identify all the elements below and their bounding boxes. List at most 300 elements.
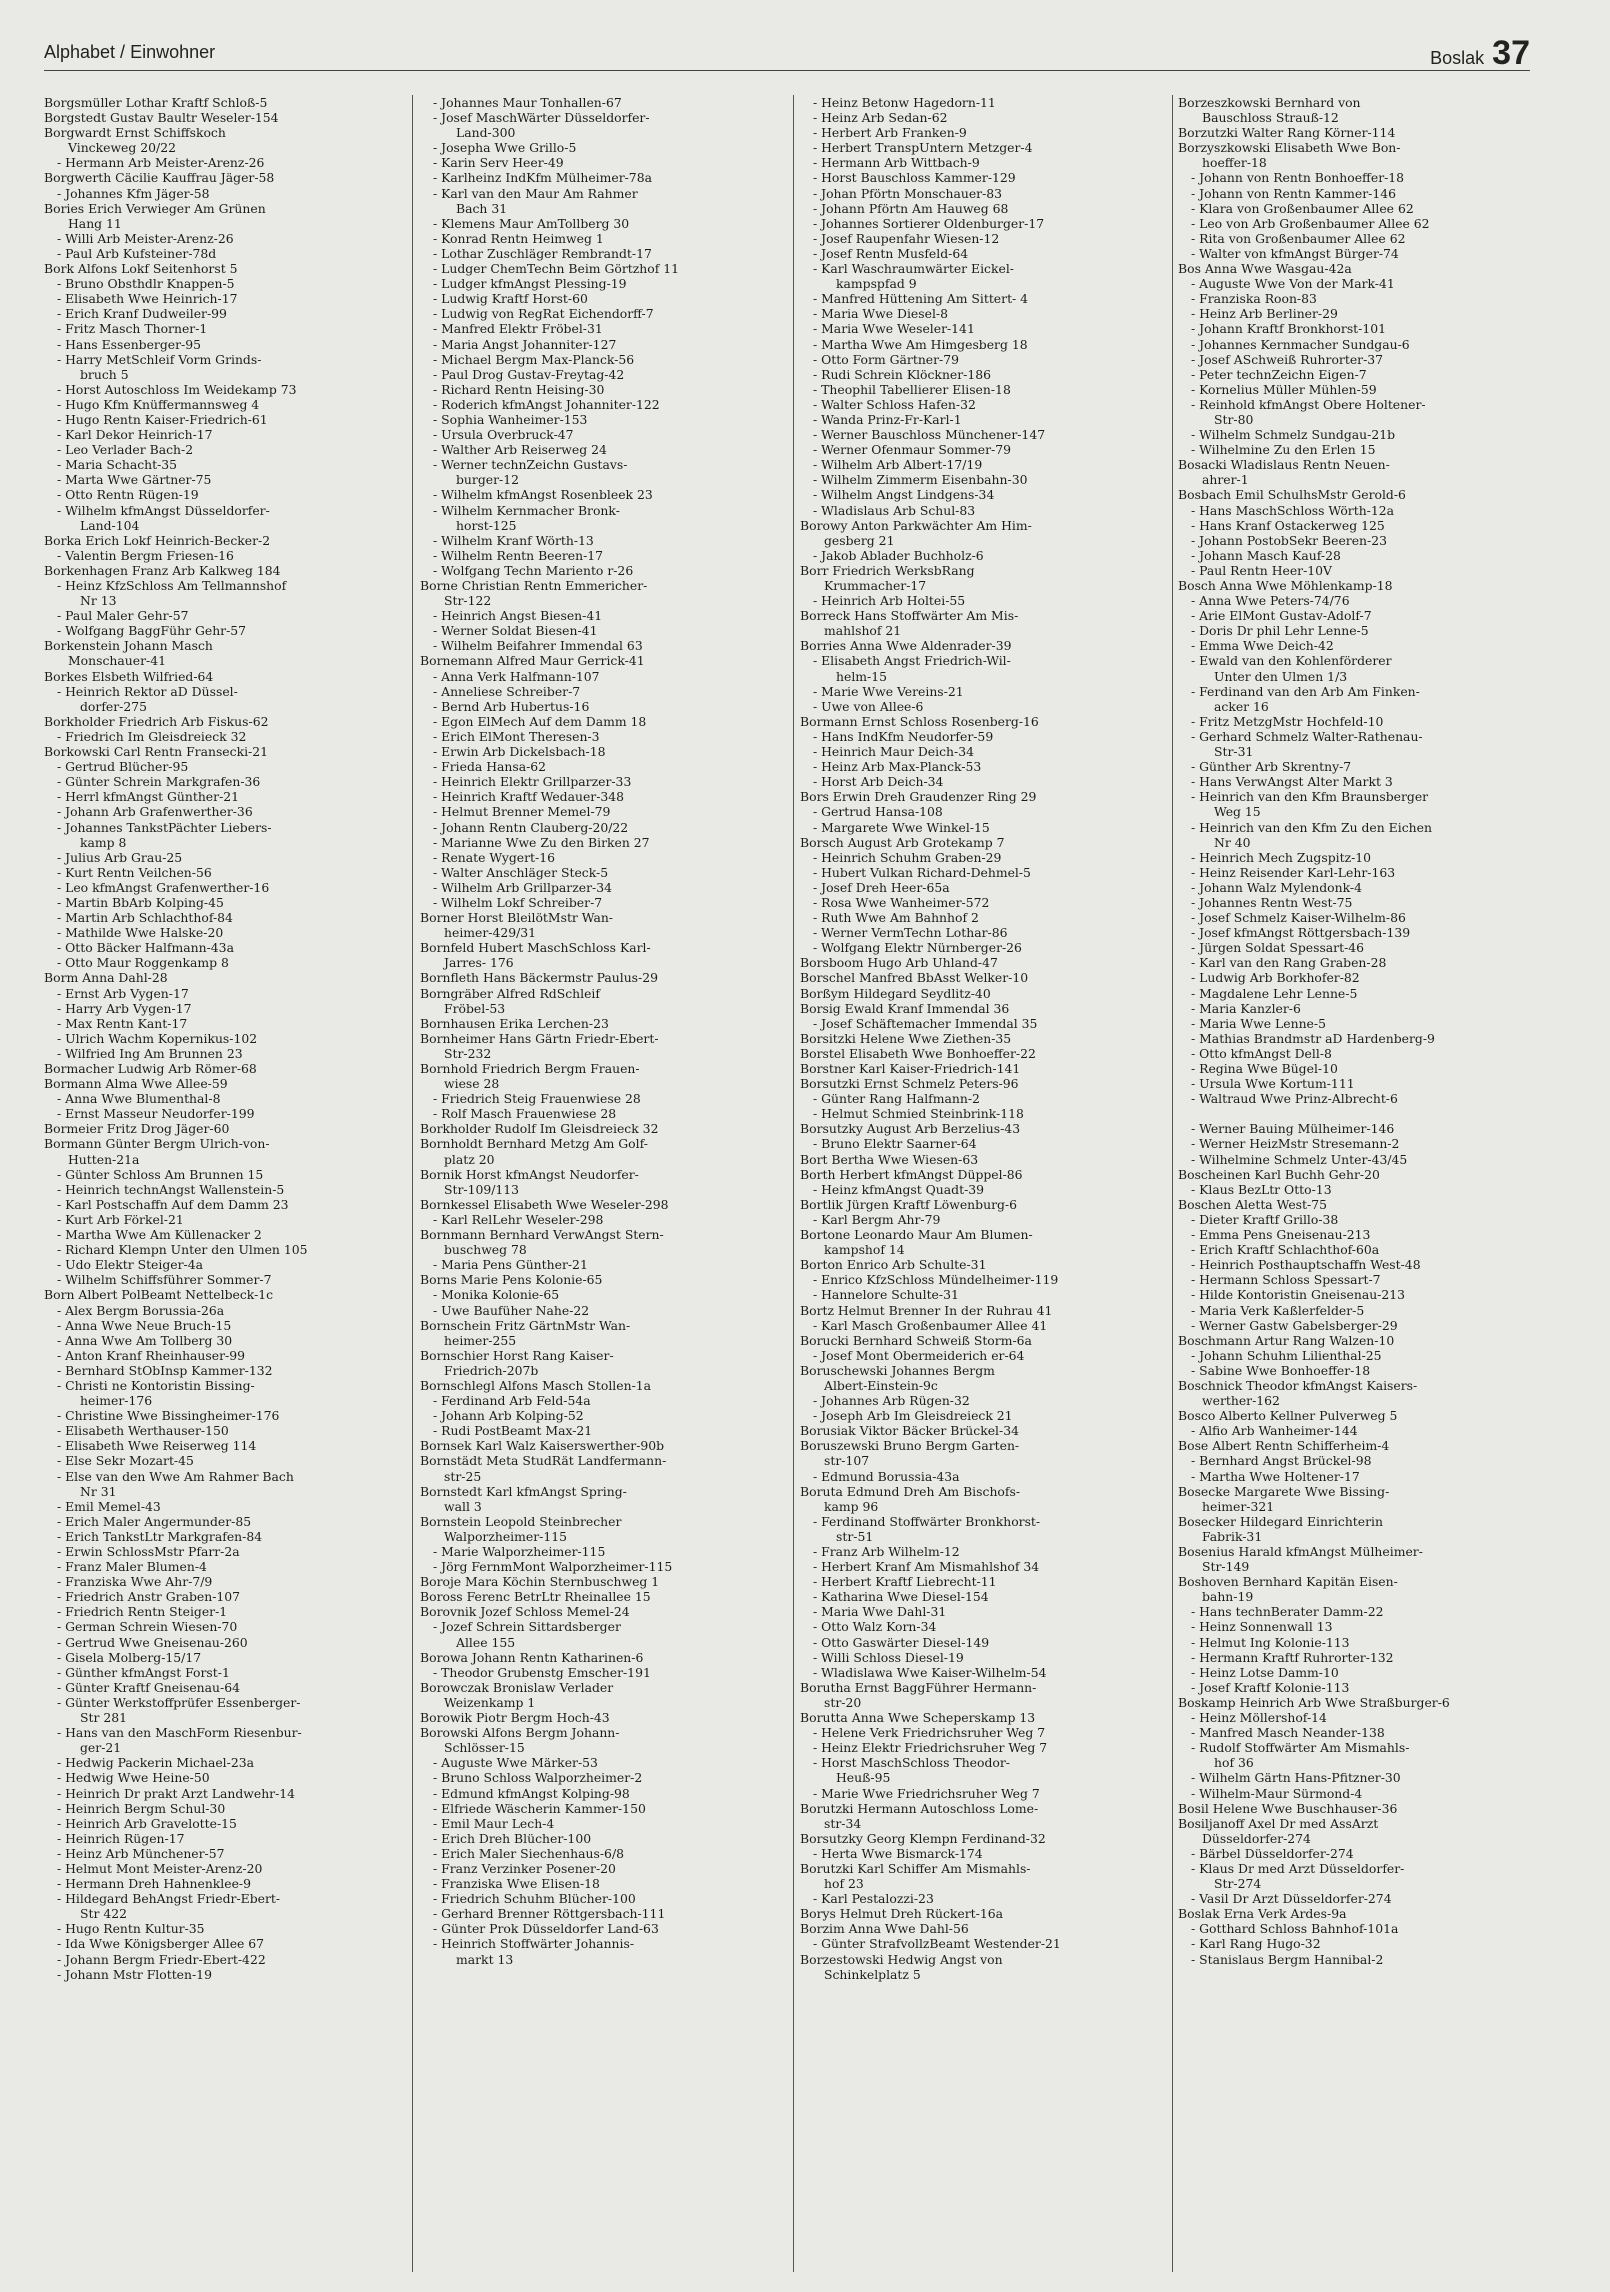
directory-entry: - Gertrud Hansa-108 xyxy=(813,804,943,820)
directory-entry: - Monika Kolonie-65 xyxy=(433,1287,560,1303)
directory-entry: - Karl Bergm Ahr-79 xyxy=(813,1211,941,1227)
entry-continuation: str-25 xyxy=(444,1468,482,1484)
directory-entry: - Bruno Schloss Walporzheimer-2 xyxy=(433,1770,643,1786)
directory-entry: - Wanda Prinz-Fr-Karl-1 xyxy=(813,411,962,427)
directory-entry: - Werner technZeichn Gustavs- xyxy=(433,457,628,473)
entry-continuation: kampshof 14 xyxy=(824,1242,905,1258)
directory-entry: - Erwin SchlossMstr Pfarr-2a xyxy=(57,1544,240,1559)
directory-entry: - Karl Postschaffn Auf dem Damm 23 xyxy=(57,1196,289,1212)
directory-entry: - Johann Masch Kauf-28 xyxy=(1191,547,1341,563)
directory-entry: - German Schrein Wiesen-70 xyxy=(57,1619,238,1635)
directory-entry: - Ferdinand Stoffwärter Bronkhorst- xyxy=(813,1513,1041,1529)
directory-entry: - Theophil Tabellierer Elisen-18 xyxy=(813,381,1011,397)
directory-entry: - Erich Dreh Blücher-100 xyxy=(433,1830,592,1846)
directory-entry: - Heinrich Posthauptschaffn West-48 xyxy=(1191,1257,1421,1273)
directory-entry: - Wilhelm Gärtn Hans-Pfitzner-30 xyxy=(1191,1770,1401,1786)
directory-entry: - Josef Schmelz Kaiser-Wilhelm-86 xyxy=(1191,910,1406,926)
directory-entry: - Martin BbArb Kolping-45 xyxy=(57,894,224,910)
directory-entry: - Rudi Schrein Klöckner-186 xyxy=(813,366,992,382)
directory-entry: - Jürgen Soldat Spessart-46 xyxy=(1191,940,1365,956)
directory-entry: - Anna Wwe Neue Bruch-15 xyxy=(57,1317,232,1333)
directory-entry: - Hugo Kfm Knüffermannsweg 4 xyxy=(57,396,260,412)
entry-continuation: Unter den Ulmen 1/3 xyxy=(1214,668,1348,684)
directory-entry: Bortz Helmut Brenner In der Ruhrau 41 xyxy=(800,1302,1053,1318)
directory-entry: Boscheinen Karl Buchh Gehr-20 xyxy=(1178,1166,1380,1182)
directory-entry: - Bernd Arb Hubertus-16 xyxy=(433,698,590,714)
directory-entry: - Ludwig Arb Borkhofer-82 xyxy=(1191,970,1360,986)
directory-entry: Bormann Günter Bergm Ulrich-von- xyxy=(44,1136,270,1152)
column-divider xyxy=(412,95,413,2272)
directory-entry: - Frieda Hansa-62 xyxy=(433,759,547,775)
directory-entry: - Rosa Wwe Wanheimer-572 xyxy=(813,894,990,910)
directory-entry: - Franziska Roon-83 xyxy=(1191,291,1317,307)
entry-continuation: Weg 15 xyxy=(1214,804,1261,820)
directory-entry: - Karl Pestalozzi-23 xyxy=(813,1891,934,1907)
directory-entry: Borsig Ewald Kranf Immendal 36 xyxy=(800,1000,1010,1016)
directory-entry: - Karl Masch Großenbaumer Allee 41 xyxy=(813,1317,1048,1333)
directory-entry: - Johann Arb Kolping-52 xyxy=(433,1408,584,1424)
directory-entry: - Vasil Dr Arzt Düsseldorfer-274 xyxy=(1191,1891,1392,1907)
directory-entry: - Magdalene Lehr Lenne-5 xyxy=(1191,985,1358,1001)
directory-entry: - Karl RelLehr Weseler-298 xyxy=(433,1211,604,1227)
directory-entry: - Walter Schloss Hafen-32 xyxy=(813,396,976,412)
directory-entry: - Ursula Wwe Kortum-111 xyxy=(1191,1076,1355,1092)
directory-entry: - Arie ElMont Gustav-Adolf-7 xyxy=(1191,608,1372,624)
directory-column-2 xyxy=(420,95,788,1967)
directory-entry: - Helene Verk Friedrichsruher Weg 7 xyxy=(813,1725,1046,1741)
directory-entry: Borne Christian Rentn Emmericher- xyxy=(420,578,648,593)
directory-entry: - Johan Pförtn Monschauer-83 xyxy=(813,185,1003,201)
directory-entry: - Günter Prok Düsseldorfer Land-63 xyxy=(433,1921,659,1937)
directory-entry: Borsch August Arb Grotekamp 7 xyxy=(800,834,1005,850)
directory-entry: - Maria Wwe Weseler-141 xyxy=(813,321,975,337)
directory-entry: - Maria Wwe Dahl-31 xyxy=(813,1604,947,1620)
directory-entry: - Rudolf Stoffwärter Am Mismahls- xyxy=(1191,1740,1410,1756)
directory-entry: Borowa Johann Rentn Katharinen-6 xyxy=(420,1649,644,1665)
directory-entry: - Valentin Bergm Friesen-16 xyxy=(57,547,234,563)
directory-entry: - Bärbel Düsseldorfer-274 xyxy=(1191,1845,1354,1861)
entry-continuation: markt 13 xyxy=(456,1951,514,1967)
entry-continuation: buschweg 78 xyxy=(444,1242,527,1258)
directory-entry: - Erwin Arb Dickelsbach-18 xyxy=(433,744,606,760)
directory-entry: Boschmann Artur Rang Walzen-10 xyxy=(1178,1332,1395,1348)
directory-entry: - Johannes Kernmacher Sundgau-6 xyxy=(1191,336,1410,352)
directory-entry: - Josef MaschWärter Düsseldorfer- xyxy=(433,110,650,126)
directory-entry: Bornstedt Karl kfmAngst Spring- xyxy=(420,1483,627,1499)
directory-entry: Boruta Edmund Dreh Am Bischofs- xyxy=(800,1483,1021,1499)
directory-entry: - Horst Arb Deich-34 xyxy=(813,774,944,790)
entry-continuation: Bach 31 xyxy=(456,200,508,216)
directory-entry: - Heinrich Mech Zugspitz-10 xyxy=(1191,849,1372,865)
directory-entry: Bornstädt Meta StudRät Landfermann- xyxy=(420,1453,667,1469)
directory-entry: - Erich Maler Siechenhaus-6/8 xyxy=(433,1845,624,1861)
directory-entry: - Werner VermTechn Lothar-86 xyxy=(813,925,1008,941)
directory-entry: - Hannelore Schulte-31 xyxy=(813,1287,959,1303)
directory-entry: - Johann Schuhm Lilienthal-25 xyxy=(1191,1347,1382,1363)
directory-entry: - Ludger kfmAngst Plessing-19 xyxy=(433,276,627,292)
directory-entry: - Stanislaus Bergm Hannibal-2 xyxy=(1191,1951,1384,1967)
directory-entry: Bosil Helene Wwe Buschhauser-36 xyxy=(1178,1800,1398,1816)
directory-entry: - Kurt Rentn Veilchen-56 xyxy=(57,864,212,880)
directory-entry: - Ida Wwe Königsberger Allee 67 xyxy=(57,1936,265,1952)
directory-entry: - Josef Kraftf Kolonie-113 xyxy=(1191,1679,1350,1695)
directory-entry: Boschnick Theodor kfmAngst Kaisers- xyxy=(1178,1377,1418,1393)
directory-entry: - Erich Maler Angermunder-85 xyxy=(57,1513,252,1529)
directory-entry: Born Albert PolBeamt Nettelbeck-1c xyxy=(44,1287,274,1303)
entry-continuation: Nr 40 xyxy=(1214,834,1251,850)
directory-entry: - Ludger ChemTechn Beim Görtzhof 11 xyxy=(433,261,680,277)
directory-entry: - Dieter Kraftf Grillo-38 xyxy=(1191,1211,1339,1227)
directory-entry: - Hubert Vulkan Richard-Dehmel-5 xyxy=(813,864,1031,880)
directory-entry: - Erich Kraftf Schlachthof-60a xyxy=(1191,1242,1380,1258)
directory-entry: - Kurt Arb Förkel-21 xyxy=(57,1211,184,1227)
entry-continuation: ger-21 xyxy=(80,1740,122,1756)
directory-entry: Bosacki Wladislaus Rentn Neuen- xyxy=(1178,457,1390,473)
directory-entry: - Herbert Arb Franken-9 xyxy=(813,125,967,141)
directory-entry: Borowczak Bronislaw Verlader xyxy=(420,1679,614,1695)
directory-entry: - Christi ne Kontoristin Bissing- xyxy=(57,1377,255,1393)
directory-entry: - Hans Kranf Ostackerweg 125 xyxy=(1191,517,1385,533)
directory-entry: Borutha Ernst BaggFührer Hermann- xyxy=(800,1679,1037,1695)
directory-entry: Bosbach Emil SchulhsMstr Gerold-6 xyxy=(1178,487,1406,503)
directory-entry: - Gotthard Schloss Bahnhof-101a xyxy=(1191,1921,1399,1937)
entry-continuation: Schlösser-15 xyxy=(444,1740,525,1756)
directory-entry: - Leo kfmAngst Grafenwerther-16 xyxy=(57,879,270,895)
directory-entry: Borsitzki Helene Wwe Ziethen-35 xyxy=(800,1030,1012,1046)
directory-entry: - Elisabeth Werthauser-150 xyxy=(57,1423,229,1439)
entry-continuation: Land-300 xyxy=(456,125,516,141)
directory-entry: - Michael Bergm Max-Planck-56 xyxy=(433,351,635,367)
directory-entry: Borkowski Carl Rentn Fransecki-21 xyxy=(44,744,269,760)
directory-entry: Bormann Ernst Schloss Rosenberg-16 xyxy=(800,713,1039,729)
directory-entry: - Maria Verk Kaßlerfelder-5 xyxy=(1191,1302,1365,1318)
directory-entry: - Elfriede Wäscherin Kammer-150 xyxy=(433,1800,646,1816)
directory-entry: - Josef Mont Obermeiderich er-64 xyxy=(813,1347,1025,1363)
directory-entry: - Richard Klempn Unter den Ulmen 105 xyxy=(57,1242,308,1258)
directory-entry: - Johann Arb Grafenwerther-36 xyxy=(57,804,253,820)
directory-entry: - Marta Wwe Gärtner-75 xyxy=(57,472,212,488)
directory-entry: - Josef Raupenfahr Wiesen-12 xyxy=(813,230,1000,246)
directory-entry: - Anneliese Schreiber-7 xyxy=(433,683,581,699)
directory-entry: - Marie Wwe Friedrichsruher Weg 7 xyxy=(813,1785,1040,1801)
directory-entry: - Ferdinand van den Arb Am Finken- xyxy=(1191,683,1420,699)
directory-entry: - Günter Schrein Markgrafen-36 xyxy=(57,774,261,790)
directory-entry: - Maria Kanzler-6 xyxy=(1191,1000,1301,1016)
directory-entry: Borkholder Friedrich Arb Fiskus-62 xyxy=(44,713,269,729)
directory-entry: - Heinrich technAngst Wallenstein-5 xyxy=(57,1181,285,1197)
directory-entry: - Josef kfmAngst Röttgersbach-139 xyxy=(1191,925,1411,941)
entry-continuation: Str-122 xyxy=(444,593,492,609)
entry-continuation: Walporzheimer-115 xyxy=(444,1528,567,1544)
entry-continuation: Fröbel-53 xyxy=(444,1000,506,1016)
directory-entry: - Enrico KfzSchloss Mündelheimer-119 xyxy=(813,1272,1059,1288)
entry-continuation: burger-12 xyxy=(456,472,519,488)
directory-entry: Bos Anna Wwe Wasgau-42a xyxy=(1178,261,1352,277)
directory-entry: - Leo Verlader Bach-2 xyxy=(57,442,194,458)
directory-entry: - Paul Drog Gustav-Freytag-42 xyxy=(433,366,625,382)
directory-entry: - Ulrich Wachm Kopernikus-102 xyxy=(57,1030,258,1046)
directory-entry: - Sabine Wwe Bonhoeffer-18 xyxy=(1191,1362,1371,1378)
entry-continuation: str-51 xyxy=(836,1528,874,1544)
directory-entry: Bork Alfons Lokf Seitenhorst 5 xyxy=(44,261,238,277)
entry-continuation: bruch 5 xyxy=(80,366,129,382)
directory-entry: Borkenstein Johann Masch xyxy=(44,638,213,654)
directory-entry: Borkes Elsbeth Wilfried-64 xyxy=(44,668,214,684)
directory-entry: - Fritz MetzgMstr Hochfeld-10 xyxy=(1191,713,1384,729)
entry-continuation: Hang 11 xyxy=(68,215,122,231)
directory-entry: - Mathias Brandmstr aD Hardenberg-9 xyxy=(1191,1030,1435,1046)
entry-continuation: Str-149 xyxy=(1202,1559,1250,1575)
directory-entry: - Heinz KfzSchloss Am Tellmannshof xyxy=(57,578,287,593)
directory-entry: - Herbert TranspUntern Metzger-4 xyxy=(813,140,1033,156)
entry-continuation: Krummacher-17 xyxy=(824,578,927,593)
directory-entry: - Ernst Masseur Neudorfer-199 xyxy=(57,1106,255,1122)
directory-entry: - Heinrich Arb Holtei-55 xyxy=(813,593,966,609)
directory-entry: - Alex Bergm Borussia-26a xyxy=(57,1302,225,1318)
directory-entry: - Johannes Maur Tonhallen-67 xyxy=(433,95,622,110)
directory-entry: - Wilhelm Kranf Wörth-13 xyxy=(433,532,594,548)
directory-entry: - Else Sekr Mozart-45 xyxy=(57,1453,194,1469)
directory-entry: - Auguste Wwe Märker-53 xyxy=(433,1755,598,1771)
directory-entry: - Anna Verk Halfmann-107 xyxy=(433,668,600,684)
directory-entry: Boross Ferenc BetrLtr Rheinallee 15 xyxy=(420,1589,651,1605)
directory-entry: - Wilhelm Angst Lindgens-34 xyxy=(813,487,995,503)
directory-entry: - Rita von Großenbaumer Allee 62 xyxy=(1191,230,1406,246)
directory-entry: - Anna Wwe Am Tollberg 30 xyxy=(57,1332,233,1348)
directory-entry: - Josef ASchweiß Ruhrorter-37 xyxy=(1191,351,1384,367)
directory-entry: - Martha Wwe Am Küllenacker 2 xyxy=(57,1227,262,1243)
directory-entry: - Anna Wwe Blumenthal-8 xyxy=(57,1091,221,1107)
entry-continuation: Jarres- 176 xyxy=(444,955,514,971)
directory-entry: Bornholdt Bernhard Metzg Am Golf- xyxy=(420,1136,648,1152)
directory-entry: - Egon ElMech Auf dem Damm 18 xyxy=(433,713,647,729)
directory-entry: Borner Horst BleilötMstr Wan- xyxy=(420,910,613,926)
directory-entry: Boschen Aletta West-75 xyxy=(1178,1196,1327,1212)
directory-entry: Borkholder Rudolf Im Gleisdreieck 32 xyxy=(420,1121,659,1137)
directory-entry: - Hilde Kontoristin Gneisenau-213 xyxy=(1191,1287,1406,1303)
directory-entry: Bors Erwin Dreh Graudenzer Ring 29 xyxy=(800,789,1037,805)
header-rule xyxy=(44,70,1530,71)
directory-entry: - Hermann Kraftf Ruhrorter-132 xyxy=(1191,1649,1394,1665)
directory-entry: Borsboom Hugo Arb Uhland-47 xyxy=(800,955,998,971)
directory-entry: - Alfio Arb Wanheimer-144 xyxy=(1191,1423,1358,1439)
directory-entry: - Horst Autoschloss Im Weidekamp 73 xyxy=(57,381,297,397)
directory-entry: - Herbert Kraftf Liebrecht-11 xyxy=(813,1574,997,1590)
directory-entry: Bormeier Fritz Drog Jäger-60 xyxy=(44,1121,230,1137)
directory-entry: - Heinrich Rügen-17 xyxy=(57,1830,185,1846)
directory-entry: Bosco Alberto Kellner Pulverweg 5 xyxy=(1178,1408,1398,1424)
directory-entry: Borucki Bernhard Schweiß Storm-6a xyxy=(800,1332,1032,1348)
directory-entry: - Wilhelm-Maur Sürmond-4 xyxy=(1191,1785,1363,1801)
directory-entry: - Hermann Arb Wittbach-9 xyxy=(813,155,980,171)
directory-entry: - Johann Pförtn Am Hauweg 68 xyxy=(813,200,1009,216)
directory-entry: - Martha Wwe Holtener-17 xyxy=(1191,1468,1360,1484)
directory-entry: - Karl Dekor Heinrich-17 xyxy=(57,427,213,443)
directory-entry: - Maria Wwe Lenne-5 xyxy=(1191,1015,1326,1031)
directory-entry: - Günter StrafvollzBeamt Westender-21 xyxy=(813,1936,1061,1952)
directory-entry: - Konrad Rentn Heimweg 1 xyxy=(433,230,604,246)
directory-entry: - Wolfgang Elektr Nürnberger-26 xyxy=(813,940,1022,956)
entry-continuation: Albert-Einstein-9c xyxy=(824,1377,938,1393)
directory-entry: - Wilhelm Zimmerm Eisenbahn-30 xyxy=(813,472,1028,488)
directory-entry: Bosiljanoff Axel Dr med AssArzt xyxy=(1178,1815,1379,1831)
directory-entry: - Wilhelm Kernmacher Bronk- xyxy=(433,502,620,518)
directory-entry: Bornschier Horst Rang Kaiser- xyxy=(420,1347,614,1363)
directory-entry: Borzim Anna Wwe Dahl-56 xyxy=(800,1921,969,1937)
directory-entry: - Johann Rentn Clauberg-20/22 xyxy=(433,819,629,835)
directory-entry: - Otto Bäcker Halfmann-43a xyxy=(57,940,234,956)
directory-entry: Borovnik Jozef Schloss Memel-24 xyxy=(420,1604,630,1620)
directory-entry: - Klaus Dr med Arzt Düsseldorfer- xyxy=(1191,1860,1405,1876)
directory-entry: - Emma Pens Gneisenau-213 xyxy=(1191,1227,1371,1243)
directory-entry: Bormann Alma Wwe Allee-59 xyxy=(44,1076,228,1092)
directory-entry: - Anna Wwe Peters-74/76 xyxy=(1191,593,1350,609)
directory-entry: - Hans van den MaschForm Riesenbur- xyxy=(57,1725,302,1741)
directory-entry: Borgsmüller Lothar Kraftf Schloß-5 xyxy=(44,95,268,110)
directory-entry: - Friedrich Im Gleisdreieck 32 xyxy=(57,728,247,744)
entry-continuation: wall 3 xyxy=(444,1498,482,1514)
directory-entry: - Jakob Ablader Buchholz-6 xyxy=(813,547,984,563)
directory-entry: - Heinrich Kraftf Wedauer-348 xyxy=(433,789,625,805)
directory-entry: - Lothar Zuschläger Rembrandt-17 xyxy=(433,245,652,261)
directory-entry: - Joseph Arb Im Gleisdreieck 21 xyxy=(813,1408,1013,1424)
directory-entry: - Heinrich Angst Biesen-41 xyxy=(433,608,603,624)
directory-entry: Boroje Mara Köchin Sternbuschweg 1 xyxy=(420,1574,660,1590)
entry-continuation: acker 16 xyxy=(1214,698,1269,714)
directory-entry: - Wilhelm Schmelz Sundgau-21b xyxy=(1191,427,1396,443)
entry-continuation: heimer-255 xyxy=(444,1332,517,1348)
directory-entry: Bories Erich Verwieger Am Grünen xyxy=(44,200,266,216)
directory-entry: - Regina Wwe Bügel-10 xyxy=(1191,1061,1338,1076)
directory-entry: - Friedrich Steig Frauenwiese 28 xyxy=(433,1091,641,1107)
directory-entry: - Manfred Elektr Fröbel-31 xyxy=(433,321,603,337)
directory-entry: Bosenius Harald kfmAngst Mülheimer- xyxy=(1178,1544,1423,1559)
directory-entry: - Wolfgang Techn Mariento r-26 xyxy=(433,562,634,578)
directory-entry: Borries Anna Wwe Aldenrader-39 xyxy=(800,638,1012,654)
directory-entry: - Bernhard Angst Brückel-98 xyxy=(1191,1453,1372,1469)
entry-continuation: bahn-19 xyxy=(1202,1589,1254,1605)
directory-entry: - Emil Maur Lech-4 xyxy=(433,1815,555,1831)
directory-entry: - Edmund Borussia-43a xyxy=(813,1468,960,1484)
entry-continuation: gesberg 21 xyxy=(824,532,895,548)
directory-entry: - Doris Dr phil Lehr Lenne-5 xyxy=(1191,623,1369,639)
directory-entry: - Paul Maler Gehr-57 xyxy=(57,608,189,624)
entry-continuation: ahrer-1 xyxy=(1202,472,1249,488)
entry-continuation: Str-232 xyxy=(444,1045,492,1061)
directory-entry: - Heinz Arb Sedan-62 xyxy=(813,110,948,126)
directory-entry: - Emma Wwe Deich-42 xyxy=(1191,638,1334,654)
entry-continuation: Monschauer-41 xyxy=(68,653,166,669)
directory-entry: - Wilhelm kfmAngst Düsseldorfer- xyxy=(57,502,270,518)
directory-entry: - Heinrich Arb Gravelotte-15 xyxy=(57,1815,237,1831)
directory-entry: Borns Marie Pens Kolonie-65 xyxy=(420,1272,603,1288)
directory-entry: - Manfred Masch Neander-138 xyxy=(1191,1725,1385,1741)
directory-entry: Bornik Horst kfmAngst Neudorfer- xyxy=(420,1166,639,1182)
directory-entry: - Günter Schloss Am Brunnen 15 xyxy=(57,1166,264,1182)
directory-entry: - Franz Arb Wilhelm-12 xyxy=(813,1544,960,1559)
directory-entry: - Gertrud Wwe Gneisenau-260 xyxy=(57,1634,248,1650)
directory-entry: - Josef Schäftemacher Immendal 35 xyxy=(813,1015,1038,1031)
directory-entry: - Wilhelm Beifahrer Immendal 63 xyxy=(433,638,643,654)
directory-entry: - Johann Mstr Flotten-19 xyxy=(57,1966,212,1982)
directory-entry: - Bruno Elektr Saarner-64 xyxy=(813,1136,977,1152)
directory-entry: - Rolf Masch Frauenwiese 28 xyxy=(433,1106,617,1122)
directory-entry: Borsutzki Ernst Schmelz Peters-96 xyxy=(800,1076,1019,1092)
directory-entry: - Elisabeth Wwe Heinrich-17 xyxy=(57,291,238,307)
directory-entry: - Hermann Dreh Hahnenklee-9 xyxy=(57,1876,252,1892)
directory-entry: - Jörg FernmMont Walporzheimer-115 xyxy=(433,1559,673,1575)
directory-entry: - Maria Pens Günther-21 xyxy=(433,1257,588,1273)
directory-entry: - Katharina Wwe Diesel-154 xyxy=(813,1589,989,1605)
directory-entry: - Heinz Arb Max-Planck-53 xyxy=(813,759,982,775)
directory-entry: - Christine Wwe Bissingheimer-176 xyxy=(57,1408,280,1424)
directory-entry: Bornsek Karl Walz Kaiserswerther-90b xyxy=(420,1438,665,1454)
directory-entry: Borton Enrico Arb Schulte-31 xyxy=(800,1257,987,1273)
directory-entry: - Ernst Arb Vygen-17 xyxy=(57,985,189,1001)
directory-entry: - Harry Arb Vygen-17 xyxy=(57,1000,192,1016)
directory-entry: Bornhold Friedrich Bergm Frauen- xyxy=(420,1061,640,1076)
entry-continuation: str-20 xyxy=(824,1694,862,1710)
directory-entry: - Sophia Wanheimer-153 xyxy=(433,411,588,427)
entry-continuation: hof 23 xyxy=(824,1876,864,1892)
directory-entry: - Klara von Großenbaumer Allee 62 xyxy=(1191,200,1414,216)
directory-entry: - Uwe von Allee-6 xyxy=(813,698,924,714)
directory-entry: Borßym Hildegard Seydlitz-40 xyxy=(800,985,991,1001)
entry-continuation: heimer-429/31 xyxy=(444,925,537,941)
directory-entry: - Leo von Arb Großenbaumer Allee 62 xyxy=(1191,215,1430,231)
page-number: 37 xyxy=(1492,34,1530,72)
entry-continuation: mahlshof 21 xyxy=(824,623,902,639)
directory-entry: Boskamp Heinrich Arb Wwe Straßburger-6 xyxy=(1178,1694,1450,1710)
directory-entry: - Heinrich Dr prakt Arzt Landwehr-14 xyxy=(57,1785,296,1801)
directory-entry: Bosecker Hildegard Einrichterin xyxy=(1178,1513,1383,1529)
directory-entry: - Wilfried Ing Am Brunnen 23 xyxy=(57,1045,243,1061)
directory-entry: Boslak Erna Verk Ardes-9a xyxy=(1178,1906,1347,1922)
directory-entry: - Otto kfmAngst Dell-8 xyxy=(1191,1045,1332,1061)
directory-entry: - Walther Arb Reiserweg 24 xyxy=(433,442,607,458)
directory-entry: - Hedwig Packerin Michael-23a xyxy=(57,1755,254,1771)
directory-entry: Bortone Leonardo Maur Am Blumen- xyxy=(800,1227,1033,1243)
directory-entry: - Waltraud Wwe Prinz-Albrecht-6 xyxy=(1191,1091,1398,1107)
directory-entry: - Wladislawa Wwe Kaiser-Wilhelm-54 xyxy=(813,1664,1047,1680)
directory-entry: - Uwe Baufüher Nahe-22 xyxy=(433,1302,590,1318)
entry-continuation: Land-104 xyxy=(80,517,140,533)
directory-entry: - Gerhard Schmelz Walter-Rathenau- xyxy=(1191,728,1423,744)
directory-entry: - Willi Schloss Diesel-19 xyxy=(813,1649,964,1665)
entry-continuation: Nr 31 xyxy=(80,1483,117,1499)
directory-entry: Bornfeld Hubert MaschSchloss Karl- xyxy=(420,940,651,956)
entry-continuation: Düsseldorfer-274 xyxy=(1202,1830,1311,1846)
directory-entry: - Günter Kraftf Gneisenau-64 xyxy=(57,1679,240,1695)
directory-entry: - Franz Maler Blumen-4 xyxy=(57,1559,207,1575)
entry-continuation: horst-125 xyxy=(456,517,517,533)
directory-entry: - Paul Arb Kufsteiner-78d xyxy=(57,245,217,261)
directory-entry: Borzestowski Hedwig Angst von xyxy=(800,1951,1003,1967)
directory-entry: - Heinz Reisender Karl-Lehr-163 xyxy=(1191,864,1396,880)
directory-entry: - Hugo Rentn Kultur-35 xyxy=(57,1921,205,1937)
directory-entry: Borowski Alfons Bergm Johann- xyxy=(420,1725,620,1741)
directory-entry: - Gisela Molberg-15/17 xyxy=(57,1649,202,1665)
directory-entry: Borutta Anna Wwe Scheperskamp 13 xyxy=(800,1710,1036,1726)
directory-entry: Bornfleth Hans Bäckermstr Paulus-29 xyxy=(420,970,658,986)
directory-entry: - Heinz Möllershof-14 xyxy=(1191,1710,1327,1726)
directory-entry: - Richard Rentn Heising-30 xyxy=(433,381,605,397)
directory-column-4 xyxy=(1178,95,1533,1967)
directory-entry: - Karin Serv Heer-49 xyxy=(433,155,564,171)
entry-continuation: Hutten-21a xyxy=(68,1151,140,1167)
directory-entry: - Reinhold kfmAngst Obere Holtener- xyxy=(1191,396,1426,412)
directory-entry: - Renate Wygert-16 xyxy=(433,849,555,865)
